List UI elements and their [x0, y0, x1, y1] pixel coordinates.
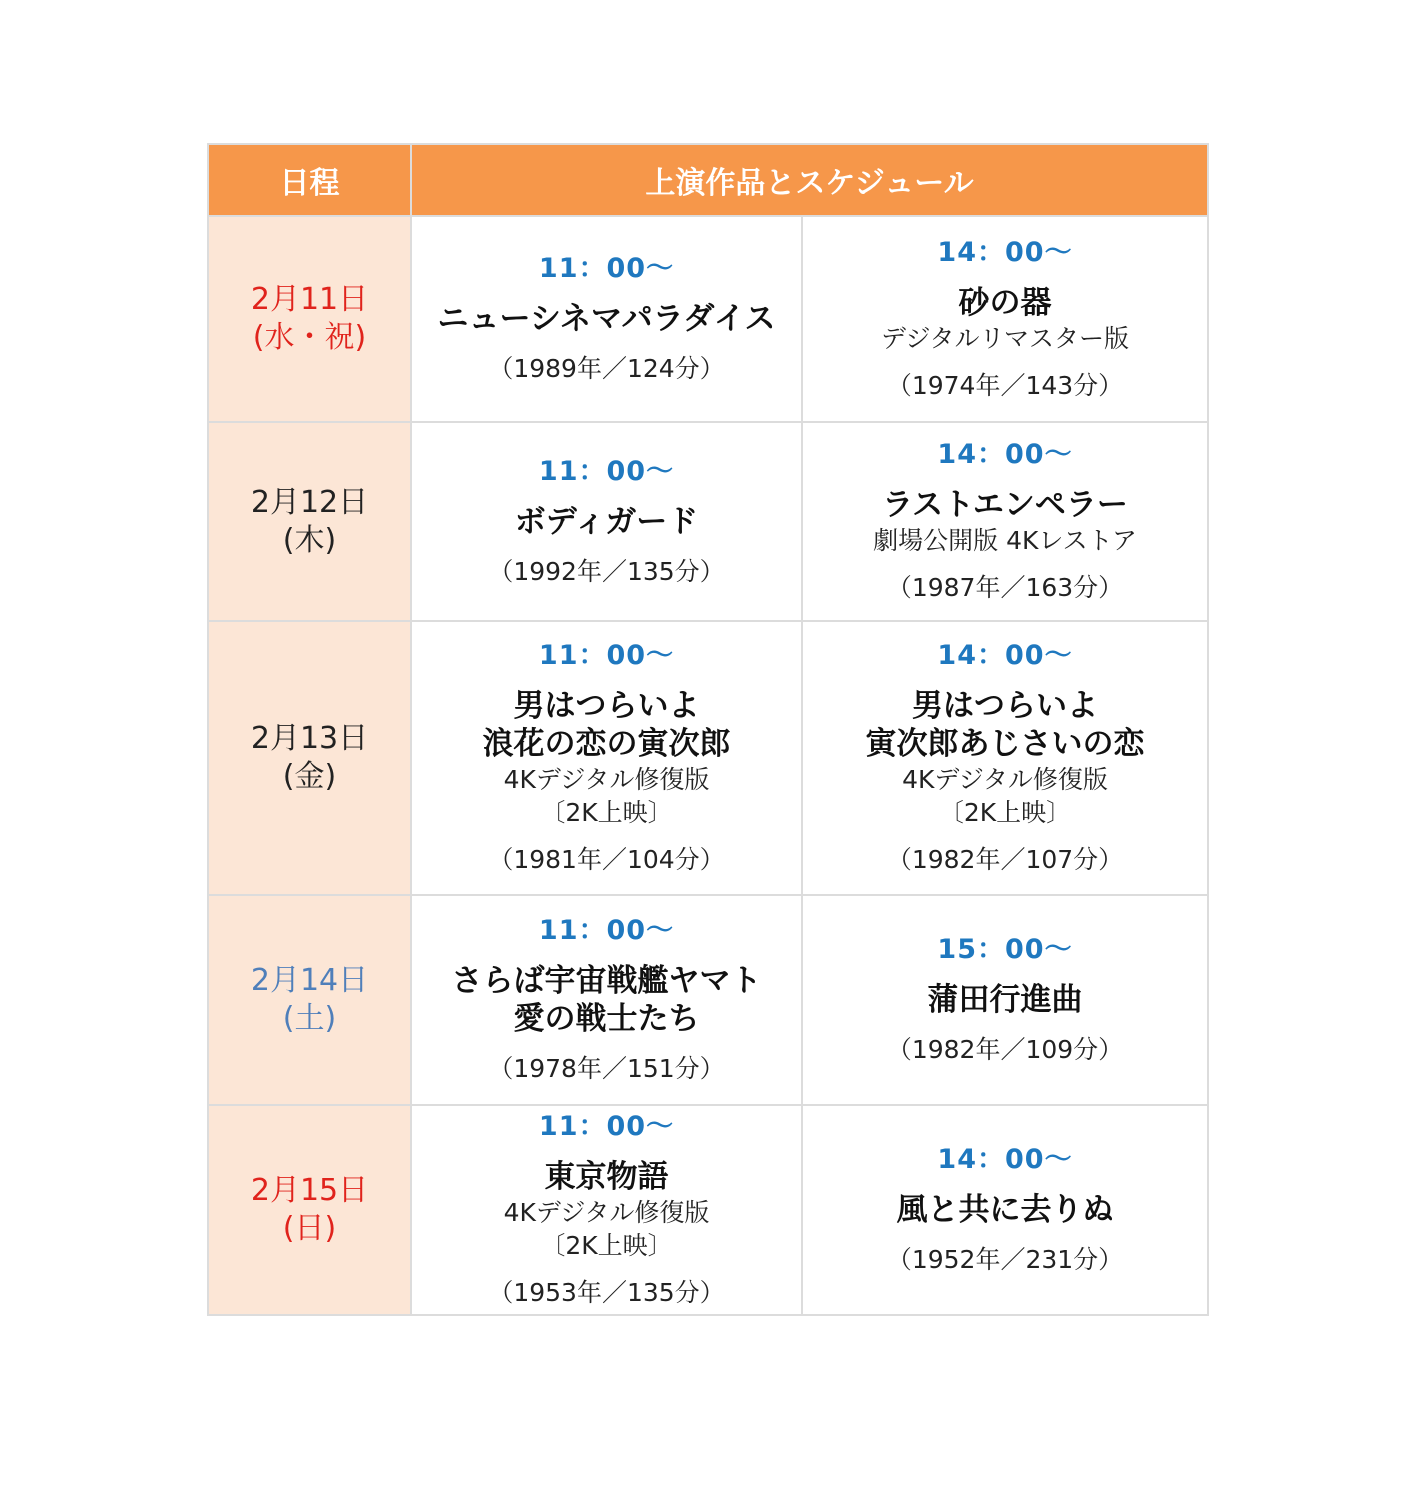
screening-cell	[802, 1105, 1208, 1315]
screening-cell	[411, 422, 802, 621]
film-year-runtime: （1953年／135分）	[488, 1278, 725, 1307]
film-year-runtime: （1978年／151分）	[488, 1054, 725, 1083]
program-column-header: 上演作品とスケジュール	[411, 144, 1208, 216]
screening-cell	[802, 216, 1208, 422]
screening-cell	[802, 895, 1208, 1105]
screening-cell	[411, 895, 802, 1105]
date-cell	[208, 422, 411, 621]
showtime: 15：00〜	[937, 934, 1073, 965]
weekday-label: (木)	[282, 522, 337, 558]
date-cell	[208, 1105, 411, 1315]
film-version-note: 〔2K上映〕	[540, 1231, 673, 1260]
screening-cell	[802, 422, 1208, 621]
film-title: さらば宇宙戦艦ヤマト	[451, 963, 762, 999]
header-row	[208, 144, 1208, 216]
showtime: 14：00〜	[937, 439, 1073, 470]
film-version-note: 4Kデジタル修復版	[902, 765, 1108, 794]
film-title: 愛の戦士たち	[513, 1001, 700, 1037]
film-title: 蒲田行進曲	[927, 982, 1083, 1018]
screening-cell	[411, 216, 802, 422]
showtime: 14：00〜	[937, 1144, 1073, 1175]
date-cell	[208, 621, 411, 895]
film-title: ボディガード	[514, 503, 699, 540]
film-year-runtime: （1974年／143分）	[886, 370, 1124, 400]
film-year-runtime: （1987年／163分）	[886, 573, 1124, 602]
showtime: 11：00〜	[538, 640, 675, 671]
showtime: 11：00〜	[538, 1111, 675, 1142]
film-title: 男はつらいよ	[912, 688, 1098, 724]
film-title: ラストエンペラー	[882, 487, 1128, 523]
film-version-note: 劇場公開版 4Kレストア	[873, 526, 1137, 555]
showtime: 14：00〜	[937, 640, 1073, 671]
screening-cell	[411, 621, 802, 895]
film-version-note: 4Kデジタル修復版	[503, 1198, 710, 1227]
weekday-label: (土)	[282, 1001, 337, 1036]
film-title: 浪花の恋の寅次郎	[482, 726, 731, 762]
schedule-row	[208, 422, 1208, 621]
schedule-row	[208, 895, 1208, 1105]
date-label: 2月14日	[250, 963, 369, 998]
showtime: 11：00〜	[538, 253, 675, 284]
date-column-header: 日程	[208, 144, 411, 216]
weekday-label: (水・祝)	[252, 320, 367, 355]
schedule-row	[208, 621, 1208, 895]
date-cell	[208, 895, 411, 1105]
film-year-runtime: （1992年／135分）	[488, 556, 725, 586]
showtime: 11：00〜	[538, 915, 675, 946]
date-label: 2月11日	[250, 282, 369, 317]
weekday-label: (日)	[282, 1211, 337, 1246]
film-title: 男はつらいよ	[513, 688, 700, 724]
schedule-table	[207, 143, 1209, 1316]
schedule-row	[208, 1105, 1208, 1315]
showtime: 11：00〜	[538, 455, 675, 487]
film-title: 寅次郎あじさいの恋	[865, 726, 1145, 762]
date-label: 2月15日	[250, 1173, 369, 1208]
film-title: 東京物語	[544, 1159, 669, 1195]
screening-cell	[411, 1105, 802, 1315]
film-year-runtime: （1982年／107分）	[886, 845, 1124, 874]
film-version-note: 〔2K上映〕	[938, 798, 1072, 827]
film-version-note: 〔2K上映〕	[540, 798, 673, 827]
film-year-runtime: （1952年／231分）	[886, 1245, 1124, 1274]
screening-cell	[802, 621, 1208, 895]
schedule-row	[208, 216, 1208, 422]
weekday-label: (金)	[282, 759, 337, 794]
film-version-note: 4Kデジタル修復版	[503, 765, 710, 794]
date-cell	[208, 216, 411, 422]
film-title: ニューシネマパラダイス	[437, 301, 776, 337]
film-year-runtime: （1989年／124分）	[488, 354, 725, 383]
showtime: 14：00〜	[937, 236, 1073, 268]
schedule-body	[208, 216, 1208, 1315]
film-year-runtime: （1982年／109分）	[886, 1035, 1124, 1064]
film-title: 砂の器	[958, 284, 1052, 321]
date-label: 2月13日	[250, 721, 369, 756]
film-version-note: デジタルリマスター版	[881, 323, 1130, 353]
date-label: 2月12日	[250, 484, 369, 520]
film-year-runtime: （1981年／104分）	[488, 845, 725, 874]
film-title: 風と共に去りぬ	[896, 1192, 1114, 1228]
